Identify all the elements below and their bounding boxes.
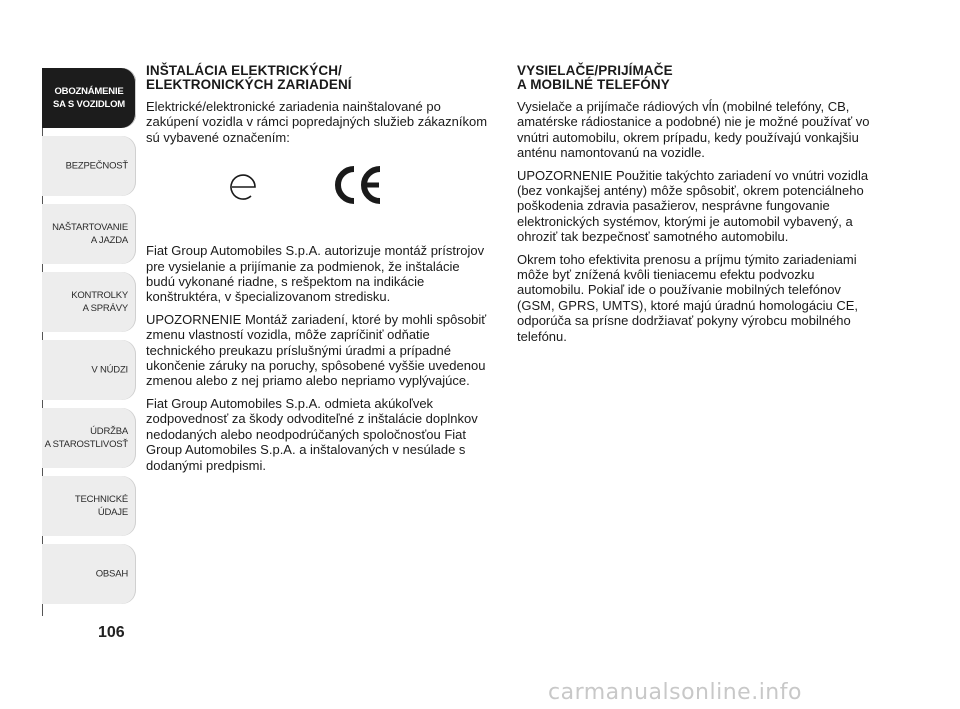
tab-v-nudzi[interactable]: V NÚDZI — [42, 340, 136, 400]
paragraph: Fiat Group Automobiles S.p.A. autorizuje montáž prístrojov pre vysielanie a prijímanie za podmienok, že inštalácie budú vykonané riadne, s rešpektom na indikácie konštruktéra, v špecializovanom stredisku. — [146, 243, 485, 305]
paragraph: UPOZORNENIE Montáž zariadení, ktoré by mohli spôsobiť zmenu vlastností vozidla, môže zapríčiniť odňatie technického preukazu príslušnými úradmi a prípadné ukončenie záruky na poruchy, spôsobené vyššie uvedenou zmenou alebo z nej priamo alebo nepriamo vyplývajúce. — [146, 311, 487, 389]
sidebar-tabs — [42, 68, 136, 612]
page-number: 106 — [98, 624, 125, 641]
certification-marks — [146, 153, 492, 237]
tab-obsah[interactable]: OBSAH — [42, 544, 136, 604]
ce-mark-icon — [330, 163, 386, 207]
tab-nastartovanie[interactable]: NAŠTARTOVANIE A JAZDA — [42, 204, 136, 264]
section-heading-transmitters: VYSIELAČE/PRIJÍMAČE A MOBILNÉ TELEFÓNY — [517, 63, 673, 92]
tab-oboznamenie[interactable]: OBOZNÁMENIE SA S VOZIDLOM — [42, 68, 136, 128]
paragraph: Elektrické/elektronické zariadenia nainštalované po zakúpení vozidla v rámci popredajných služieb zákazníkom sú vybavené označením: — [146, 99, 488, 145]
watermark: carmanualsonline.info — [548, 680, 802, 705]
paragraph: Vysielače a prijímače rádiových vĺn (mobilné telefóny, CB, amatérske rádiostanice a podobné) nie je možné používať vo vnútri automobilu, okrem prípadu, kedy používajú vonkajšiu anténu namontovanú na vozidle. — [517, 99, 870, 161]
tab-udrzba[interactable]: ÚDRŽBA A STAROSTLIVOSŤ — [42, 408, 136, 468]
section-heading-installation: INŠTALÁCIA ELEKTRICKÝCH/ ELEKTRONICKÝCH ZARIADENÍ — [146, 63, 352, 92]
left-column — [146, 64, 492, 480]
paragraph: Okrem toho efektivita prenosu a príjmu týmito zariadeniami môže byť znížená kvôli tieniacemu efektu podvozku automobilu. Pokiaľ ide o používanie mobilných telefónov (GSM, GPRS, UMTS), ktoré majú úradnú homologáciu CE, odporúča sa prísne dodržiavať pokyny výrobcu mobilného telefónu. — [517, 251, 859, 344]
paragraph: UPOZORNENIE Použitie takýchto zariadení vo vnútri vozidla (bez vonkajšej antény) môže spôsobiť, okrem potenciálneho poškodenia zdravia pasažierov, nesprávne fungovanie elektronických systémov, ktorými je automobil vybavený, a ohroziť tak bezpečnosť samotného automobilu. — [517, 167, 869, 245]
tab-kontrolky[interactable]: KONTROLKY A SPRÁVY — [42, 272, 136, 332]
tab-bezpecnost[interactable]: BEZPEČNOSŤ — [42, 136, 136, 196]
e-mark-icon — [224, 167, 264, 207]
paragraph: Fiat Group Automobiles S.p.A. odmieta akúkoľvek zodpovednosť za škody odvoditeľné z inštalácie doplnkov nedodaných alebo neodpodrúčaných spoločnosťou Fiat Group Automobiles S.p.A. a inštalovaných v nesúlade s dodanými predpismi. — [146, 395, 478, 473]
tab-technicke-udaje[interactable]: TECHNICKÉ ÚDAJE — [42, 476, 136, 536]
right-column — [517, 64, 872, 351]
